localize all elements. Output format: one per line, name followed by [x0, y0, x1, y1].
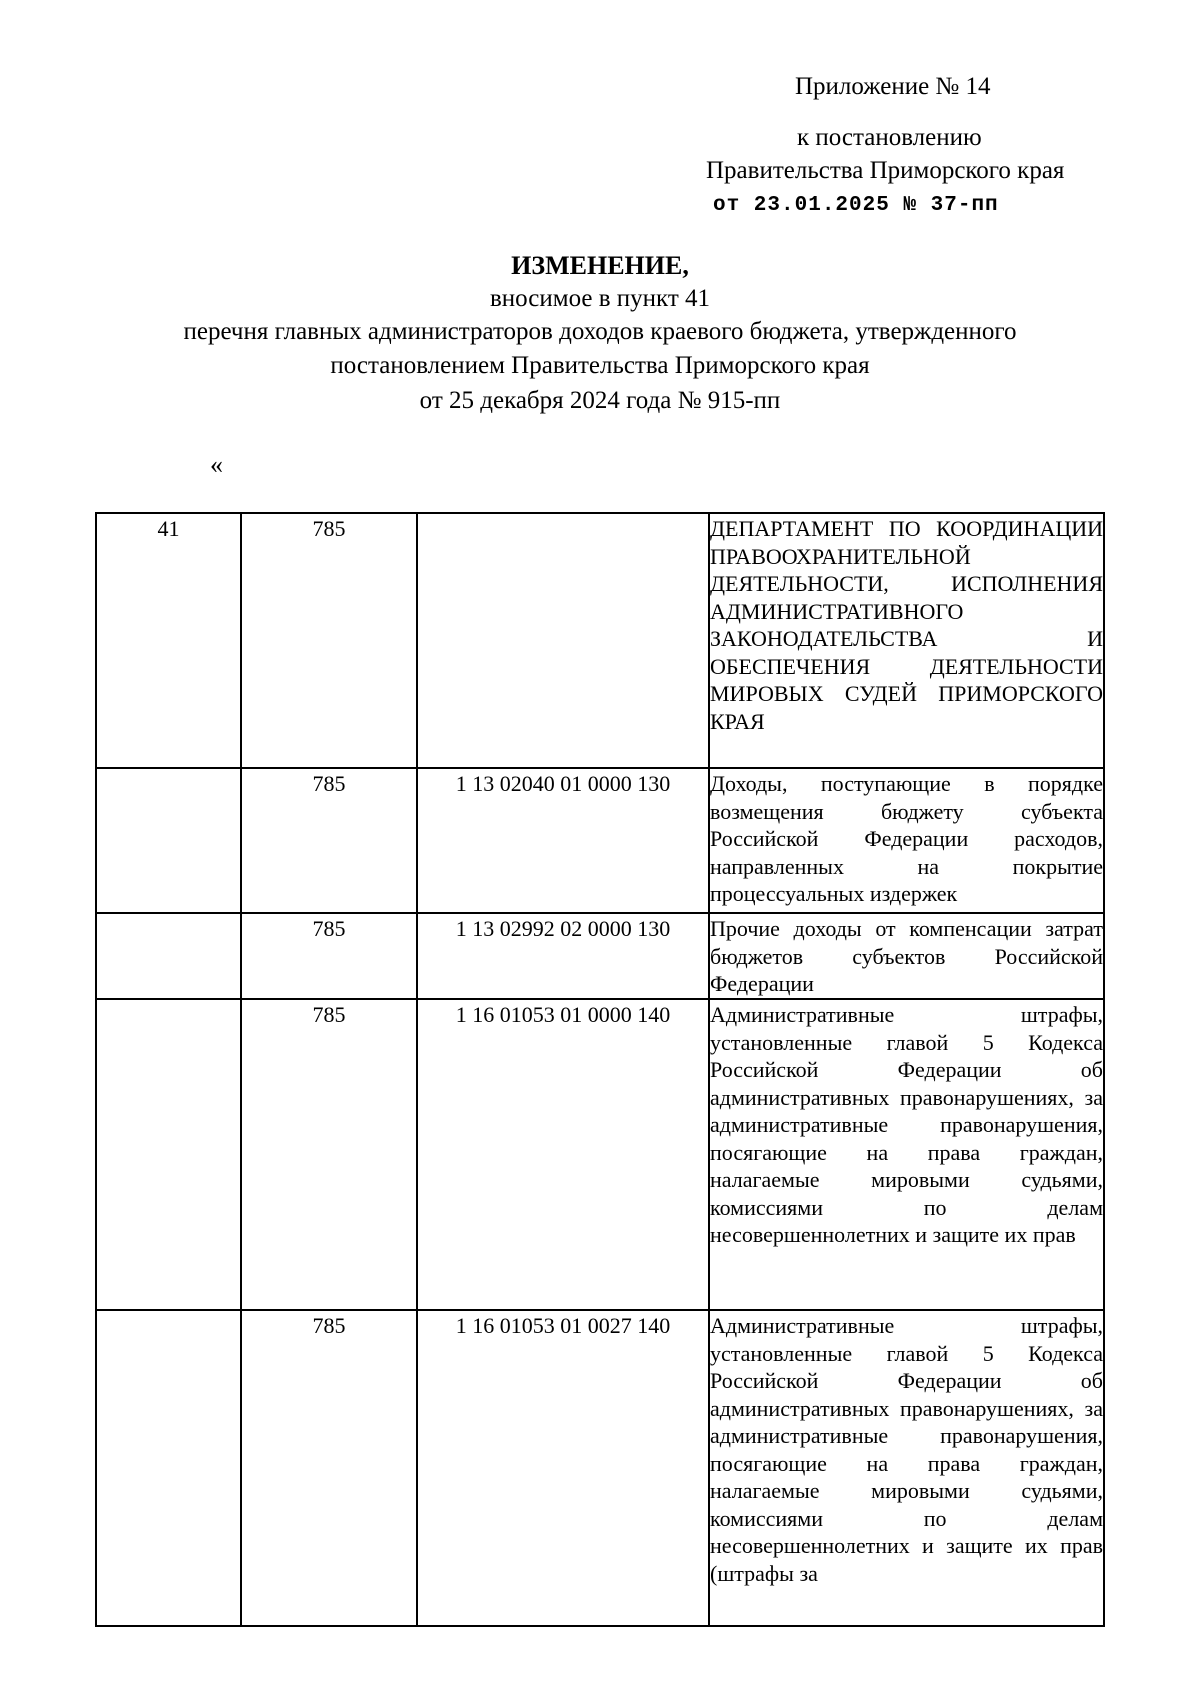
name-cell: Административные штрафы, установленные главой 5 Кодекса Российской Федерации об административных правонарушениях, за административные правонарушения, посягающие на права граждан, налагаемые мировыми судьями, комиссиями по делам несовершеннолетних и защите их прав (штрафы за: [709, 1310, 1104, 1626]
row-number-cell: 41: [96, 513, 241, 768]
appendix-to-resolution: к постановлению: [797, 124, 982, 151]
appendix-government: Правительства Приморского края: [706, 157, 1065, 184]
income-code-cell: [417, 513, 709, 768]
name-cell: ДЕПАРТАМЕНТ ПО КООРДИНАЦИИ ПРАВООХРАНИТЕЛЬНОЙ ДЕЯТЕЛЬНОСТИ, ИСПОЛНЕНИЯ АДМИНИСТРАТИВНОГО ЗАКОНОДАТЕЛЬСТВА И ОБЕСПЕЧЕНИЯ ДЕЯТЕЛЬНОСТИ МИРОВЫХ СУДЕЙ ПРИМОРСКОГО КРАЯ: [709, 513, 1104, 768]
admin-code-cell: 785: [241, 913, 417, 999]
name-cell: Доходы, поступающие в порядке возмещения бюджету субъекта Российской Федерации расходов, направленных на покрытие процессуальных издержек: [709, 768, 1104, 913]
heading-line-2: перечня главных администраторов доходов краевого бюджета, утвержденного: [183, 318, 1017, 345]
admin-code-cell: 785: [241, 1310, 417, 1626]
income-code-cell: 1 16 01053 01 0027 140: [417, 1310, 709, 1626]
name-cell: Прочие доходы от компенсации затрат бюджетов субъектов Российской Федерации: [709, 913, 1104, 999]
admin-code-cell: 785: [241, 768, 417, 913]
row-number-cell: [96, 1310, 241, 1626]
appendix-date-number: от 23.01.2025 № 37-пп: [713, 194, 999, 217]
row-number-cell: [96, 913, 241, 999]
name-cell: Административные штрафы, установленные главой 5 Кодекса Российской Федерации об административных правонарушениях, за административные правонарушения, посягающие на права граждан, налагаемые мировыми судьями, комиссиями по делам несовершеннолетних и защите их прав: [709, 999, 1104, 1310]
row-number-cell: [96, 768, 241, 913]
income-code-cell: 1 13 02040 01 0000 130: [417, 768, 709, 913]
opening-quote: «: [210, 450, 223, 479]
table-row: [96, 913, 1104, 999]
document-title: ИЗМЕНЕНИЕ,: [511, 251, 689, 280]
appendix-title: Приложение № 14: [795, 73, 991, 100]
heading-line-4: от 25 декабря 2024 года № 915-пп: [419, 387, 781, 414]
income-code-cell: 1 16 01053 01 0000 140: [417, 999, 709, 1310]
table-row: [96, 999, 1104, 1310]
table-row: [96, 768, 1104, 913]
heading-line-3: постановлением Правительства Приморского края: [330, 352, 870, 379]
table-row: [96, 513, 1104, 768]
admin-code-cell: 785: [241, 513, 417, 768]
income-administrators-table: [95, 512, 1105, 1627]
admin-code-cell: 785: [241, 999, 417, 1310]
table-row: [96, 1310, 1104, 1626]
income-code-cell: 1 13 02992 02 0000 130: [417, 913, 709, 999]
heading-line-1: вносимое в пункт 41: [489, 285, 711, 312]
row-number-cell: [96, 999, 241, 1310]
